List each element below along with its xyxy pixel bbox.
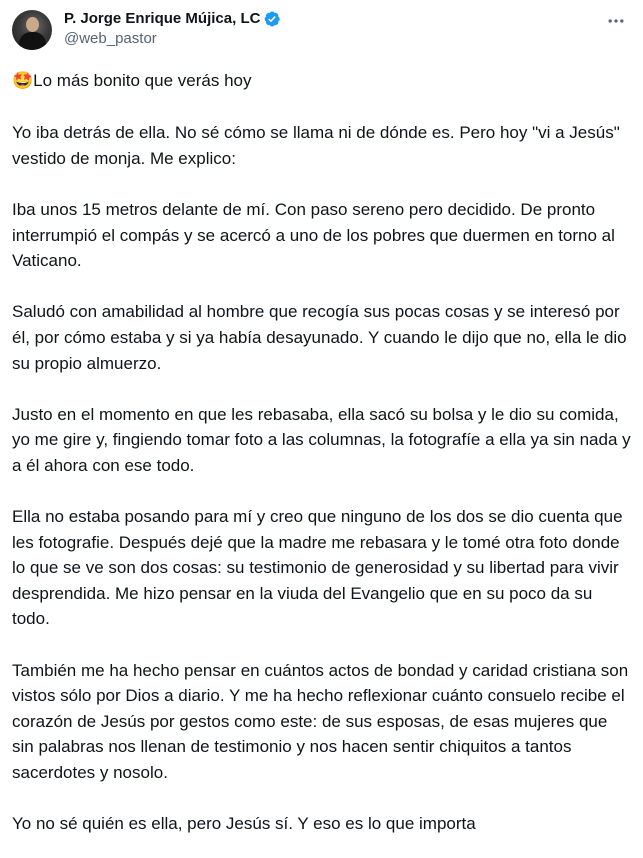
star-struck-emoji: 🤩 [12,71,34,91]
avatar-head [26,17,39,32]
author-display-name[interactable]: P. Jorge Enrique Mújica, LC [64,10,261,27]
tweet-paragraph-2: Iba unos 15 metros delante de mí. Con paso sereno pero decidido. De pronto interrumpió el compás y se acercó a uno de los pobres que duermen en torno al Vaticano. [12,199,620,271]
author-info [64,9,281,49]
name-row [64,9,281,29]
more-options-button[interactable] [605,10,627,32]
tweet-paragraph-7: Yo no sé quién es ella, pero Jesús sí. Y eso es lo que importa [12,814,476,834]
tweet-paragraph-1: Yo iba detrás de ella. No sé cómo se llama ni de dónde es. Pero hoy "vi a Jesús" vestido de monja. Me explico: [12,123,625,168]
avatar[interactable] [12,10,52,50]
tweet-paragraph-5: Ella no estaba posando para mí y creo que ninguno de los dos se dio cuenta que les fotografie. Después dejé que la madre me rebasara y le tomé otra foto donde lo que se ve son dos cosas: su testimonio de generosidad y su libertad para vivir desprendida. Me hizo pensar en la viuda del Evangelio que en su poco da su todo. [12,507,628,629]
tweet-headline [12,68,631,95]
author-handle[interactable]: @web_pastor [64,30,157,47]
tweet-header [12,8,631,58]
headline-text: Lo más bonito que verás hoy [33,71,252,90]
tweet-paragraph-4: Justo en el momento en que les rebasaba, ella sacó su bolsa y le dio su comida, yo me gire y, fingiendo tomar foto a las columnas, la fotografíe a ella ya sin nada y a él ahora con ese todo. [12,404,636,475]
tweet-paragraph-6: También me ha hecho pensar en cuántos actos de bondad y caridad cristiana son vistos sólo por Dios a diario. Y me ha hecho reflexionar cuánto consuelo recibe el corazón de Jesús por gestos como este: de sus esposas, de esas mujeres que sin palabras nos llenan de testimonio y nos hacen sentir chiquitos a tantos sacerdotes y nosolo. [12,660,633,783]
more-options-icon [606,11,626,31]
tweet-paragraph-3: Saludó con amabilidad al hombre que recogía sus pocas cosas y se interesó por él, por cómo estaba y si ya había desayunado. Y cuando le dijo que no, ella le dio su propio almuerzo. [12,302,632,373]
tweet-text [12,68,636,837]
avatar-body [19,32,46,50]
verified-badge-icon [263,10,281,28]
